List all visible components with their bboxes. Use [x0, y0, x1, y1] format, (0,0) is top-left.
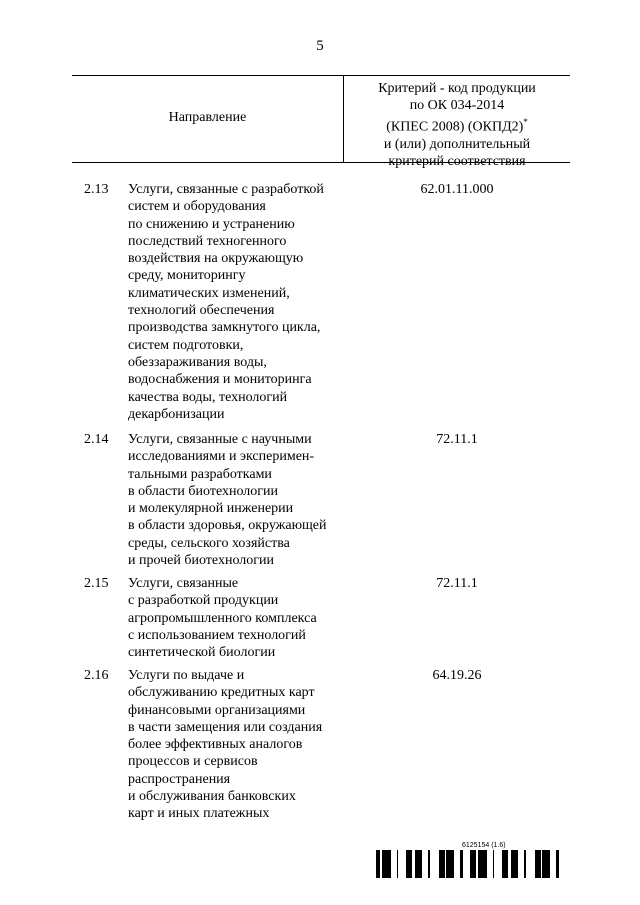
page-number: 5: [316, 38, 324, 54]
row-code: 72.11.1: [436, 576, 478, 591]
criterion-header-line: критерий соответствия: [388, 153, 526, 169]
column-header-criterion: [344, 80, 570, 170]
barcode-label: 6125154 (1.6): [462, 842, 506, 849]
row-code: 64.19.26: [432, 668, 482, 683]
criterion-header-line: по ОК 034-2014: [409, 98, 505, 113]
footnote-mark: *: [523, 117, 528, 127]
row-code: 72.11.1: [436, 432, 478, 447]
row-number: 2.13: [84, 182, 109, 197]
table-top-rule: [72, 75, 570, 76]
column-header-direction: Направление: [168, 110, 247, 125]
row-description: Услуги, связанные с разработкой продукции агропромышленного комплекса с использованием технологий синтетической биологии: [128, 576, 317, 661]
row-description: Услуги, связанные с разработкой систем и оборудования по снижению и устранению последствий техногенного воздействия на окружающую среду, мониторингу климатических изменений, технологий обеспечения производства замкнутого цикла, систем подготовки, обеззараживания воды, водоснабжения и мониторинга качества воды, технологий декарбонизации: [128, 182, 324, 422]
criterion-header-line: и (или) дополнительный: [383, 136, 531, 152]
row-number: 2.14: [84, 432, 109, 447]
row-number: 2.16: [84, 668, 109, 683]
row-code: 62.01.11.000: [420, 182, 494, 197]
row-description: Услуги, связанные с научными исследованиями и эксперимен- тальными разработками в области биотехнологии и молекулярной инженерии в области здоровья, окружающей среды, сельского хозяйства и прочей биотехнологии: [128, 432, 327, 569]
criterion-header-line: [344, 114, 570, 136]
criterion-header-text: (КПЕС 2008) (ОКПД2): [386, 119, 524, 135]
barcode: [376, 850, 568, 878]
row-description: Услуги по выдаче и обслуживанию кредитных карт финансовыми организациями в части замещения или создания более эффективных аналогов процессов и сервисов распространения и обслуживания банковских карт и иных платежных: [128, 668, 323, 822]
criterion-header-line: Критерий - код продукции: [378, 81, 536, 96]
row-number: 2.15: [84, 576, 109, 591]
